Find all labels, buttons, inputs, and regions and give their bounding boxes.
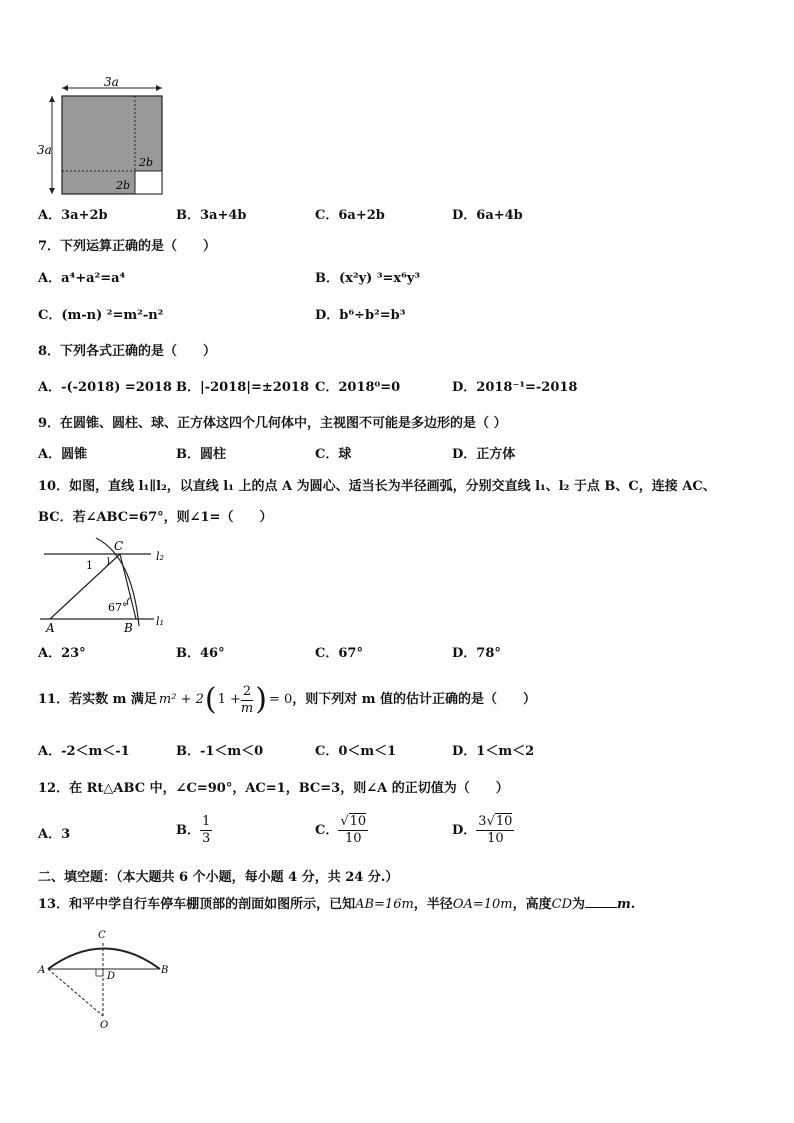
q11-fraction (241, 684, 253, 717)
q13-end: . (630, 897, 636, 912)
q9-option-c: C．球 (315, 447, 352, 462)
angle67-arc (127, 598, 130, 605)
parallel-lines-figure (36, 536, 176, 634)
label-a: A (38, 965, 46, 976)
q11-frac-den: m (240, 700, 254, 716)
q12-c-den: 10 (345, 831, 362, 846)
q12-c-num: √10 (340, 814, 367, 829)
label-b: B (161, 965, 169, 976)
label-a: A (46, 621, 55, 634)
q13-pre: 13．和平中学自行车停车棚顶部的剖面如图所示，已知 (38, 897, 356, 912)
q13-oa: OA=10m (452, 897, 513, 912)
q10-option-c: C．67° (315, 646, 363, 661)
label-c: C (114, 539, 124, 553)
q13-answer-blank[interactable] (585, 895, 617, 908)
q12-option-b-label: B． (176, 822, 200, 838)
q8-option-a: A．-(-2018) =2018 (38, 380, 172, 395)
q9-option-b: B．圆柱 (176, 447, 226, 462)
q10-stem-line1: 10．如图，直线 l₁∥l₂，以直线 l₁ 上的点 A 为圆心、适当长为半径画弧，分别交直线 l₁、l₂ 于点 B、C，连接 AC、 (38, 479, 716, 494)
q7-option-b: B．(x²y) ³=x⁶y³ (315, 271, 421, 286)
q11-option-c: C．0＜m＜1 (315, 744, 397, 759)
q13-stem (38, 895, 635, 914)
q11-stem (38, 680, 536, 720)
q12-option-d (452, 814, 514, 847)
label-b: B (124, 621, 133, 634)
q11-eq-one: 1 + (217, 692, 241, 707)
q6-option-b: B．3a+4b (176, 208, 247, 223)
q12-d-radicand: 10 (495, 814, 513, 829)
q8-option-c: C．2018⁰=0 (315, 380, 401, 395)
section2-title: 二、填空题：（本大题共 6 个小题，每小题 4 分，共 24 分.） (38, 870, 399, 885)
label-l1: l₁ (156, 615, 164, 628)
q13-unit: m (617, 897, 631, 912)
q6-option-c: C．6a+2b (315, 208, 385, 223)
q9-option-d: D．正方体 (452, 447, 516, 462)
q12-b-num: 1 (202, 814, 211, 829)
small-square (135, 171, 162, 194)
q12-d-num: 3√10 (478, 814, 513, 829)
q12-option-c (315, 814, 368, 847)
q12-option-b (176, 814, 212, 847)
q12-c-radicand: 10 (349, 814, 367, 829)
arc-roof (48, 949, 160, 970)
right-angle-mark (96, 969, 103, 976)
q11-stem-pre: 11．若实数 m 满足 (38, 692, 157, 707)
q12-d-den: 10 (487, 831, 504, 846)
q12-option-d-label: D． (452, 822, 477, 838)
q13-ab: AB=16m (355, 897, 414, 912)
q11-paren-close: ) (255, 682, 267, 717)
label-angle67: 67° (108, 601, 128, 614)
q13-cd: CD (551, 897, 573, 912)
q13-mid2: ，高度 (512, 897, 552, 912)
inner-bottom-label: 2b (116, 179, 131, 192)
q7-option-a: A．a⁴+a²=a⁴ (38, 271, 126, 286)
q7-stem: 7．下列运算正确的是（ ） (38, 239, 217, 254)
q12-option-c-fraction (338, 814, 368, 847)
label-o: O (100, 1020, 109, 1031)
q13-mid: ，半径 (413, 897, 453, 912)
q11-paren-open: ( (204, 682, 217, 717)
q10-option-d: D．78° (452, 646, 501, 661)
top-label: 3a (104, 76, 119, 89)
square-figure (34, 76, 174, 200)
q11-frac-num: 2 (241, 684, 253, 701)
segment-ao (48, 969, 103, 1016)
q11-stem-post: ，则下列对 m 值的估计正确的是（ ） (292, 692, 537, 707)
q10-stem-line2: BC．若∠ABC=67°，则∠1=（ ） (38, 510, 273, 525)
q6-option-d: D．6a+4b (452, 208, 523, 223)
q10-option-a: A．23° (38, 646, 86, 661)
label-c: C (98, 930, 106, 941)
q12-d-coef: 3 (478, 814, 487, 829)
q10-option-b: B．46° (176, 646, 225, 661)
q9-option-a: A．圆锥 (38, 447, 88, 462)
q9-stem: 9．在圆锥、圆柱、球、正方体这四个几何体中，主视图不可能是多边形的是（ ） (38, 416, 507, 431)
q11-option-a: A．-2＜m＜-1 (38, 744, 130, 759)
q12-stem: 12．在 Rt△ABC 中，∠C=90°，AC=1，BC=3，则∠A 的正切值为（ ） (38, 781, 509, 796)
q11-option-b: B．-1＜m＜0 (176, 744, 264, 759)
inner-right-label: 2b (139, 156, 154, 169)
q7-option-d: D．b⁶÷b²=b³ (315, 308, 406, 323)
q11-option-d: D．1＜m＜2 (452, 744, 535, 759)
label-l2: l₂ (156, 550, 164, 563)
q13-mid3: 为 (572, 897, 586, 912)
arc-roof-figure (34, 924, 184, 1034)
q11-eq-right: = 0 (268, 692, 293, 707)
label-d: D (107, 971, 116, 982)
q8-stem: 8．下列各式正确的是（ ） (38, 344, 217, 359)
q12-b-den: 3 (202, 831, 211, 846)
left-label: 3a (37, 143, 52, 157)
q8-option-d: D．2018⁻¹=-2018 (452, 380, 578, 395)
q12-option-c-label: C． (315, 822, 339, 838)
label-angle1: 1 (86, 559, 93, 572)
q12-option-a: A．3 (38, 827, 71, 842)
q11-eq-left: m² + 2 (158, 692, 204, 707)
q7-option-c: C．(m-n) ²=m²-n² (38, 308, 164, 323)
q12-option-b-fraction (200, 814, 212, 847)
q8-option-b: B．|-2018|=±2018 (176, 380, 309, 395)
q6-option-a: A．3a+2b (38, 208, 108, 223)
q12-option-d-fraction (476, 814, 514, 847)
